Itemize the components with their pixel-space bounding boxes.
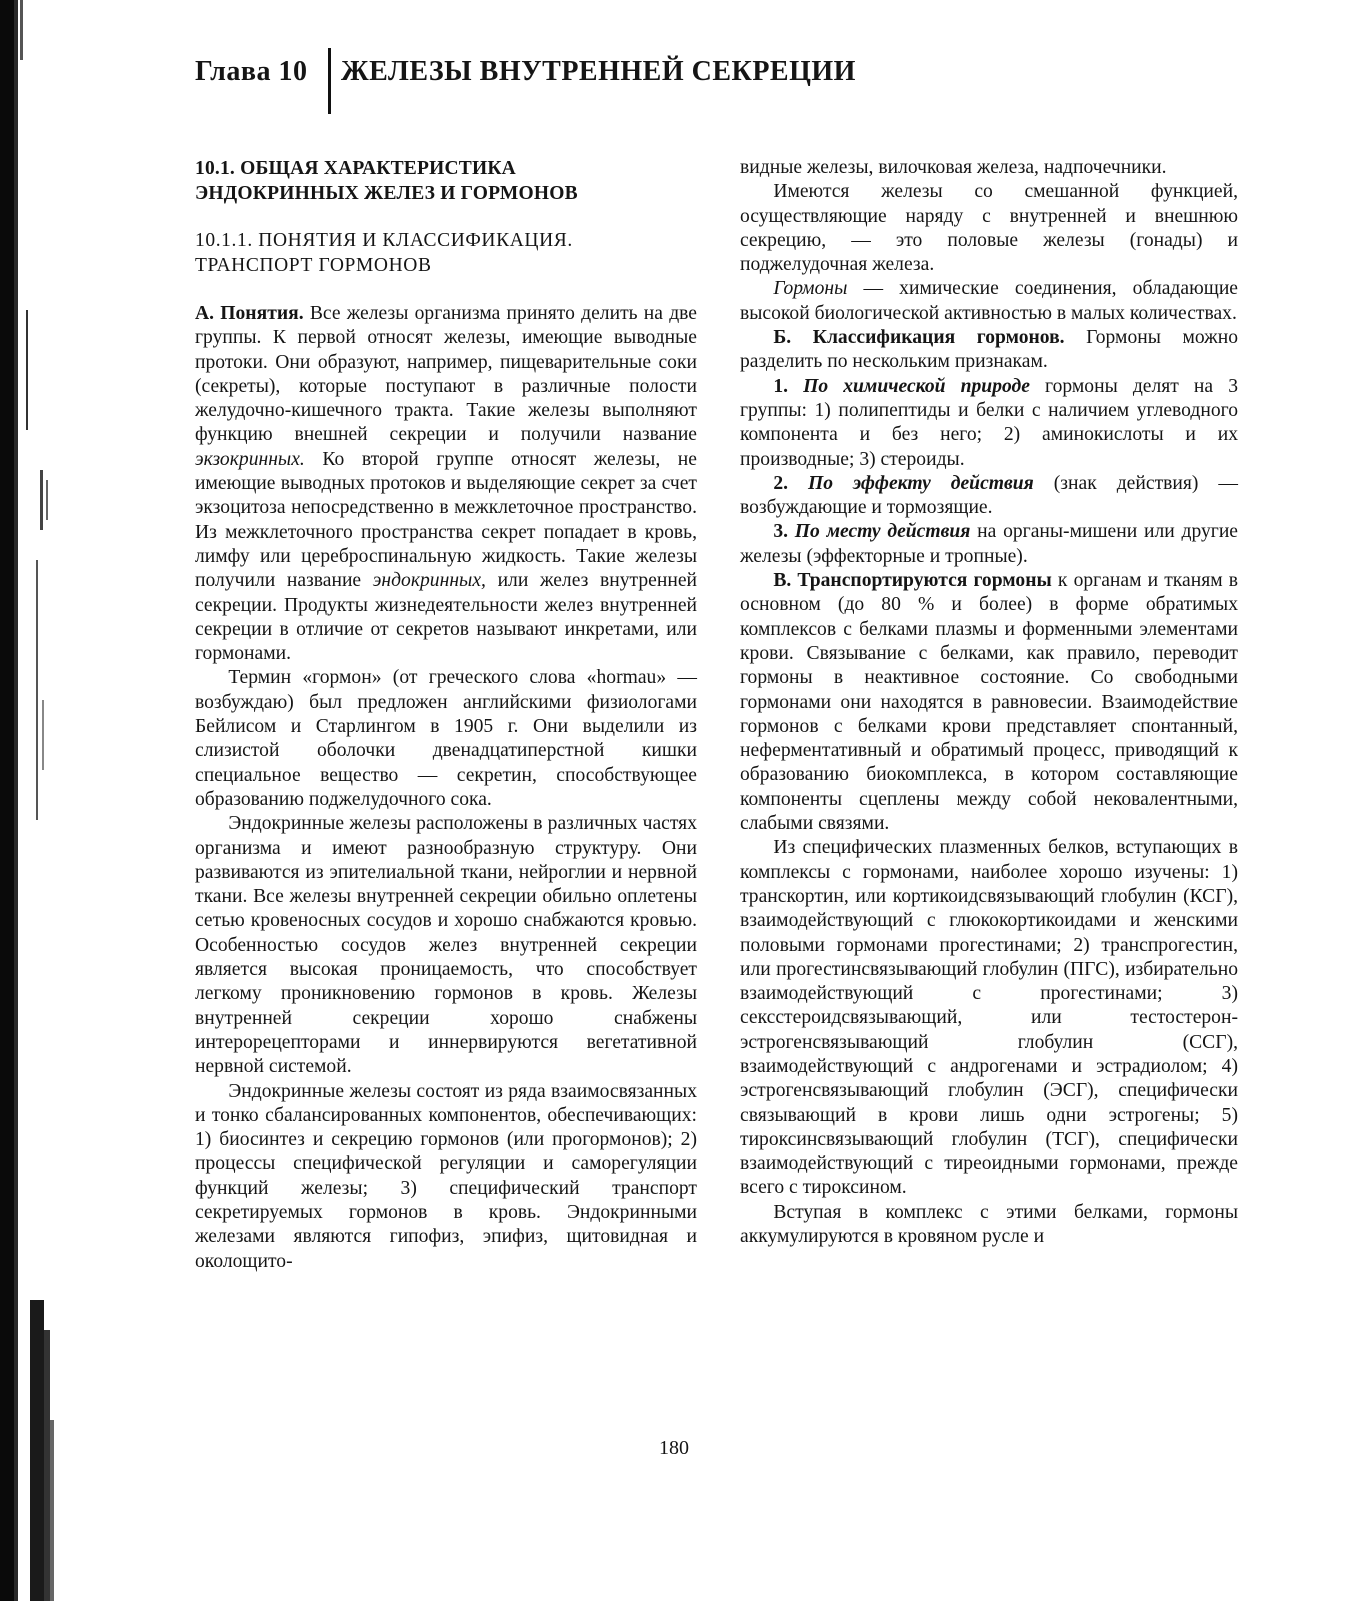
paragraph-gland-components: Эндокринные железы состоят из ряда взаимосвязанных и тонко сбалансированных компонентов, обеспечивающих: 1) биосинтез и секрецию гормонов (или прогормонов); 2) процессы специфической регуляции и саморегуляции функций железы; 3) специфический транспорт секретируемых гормонов в кровь. Эндокринными железами являются гипофиз, эпифиз, щитовидная и околощито-	[195, 1080, 697, 1272]
term-hormones: Гормоны	[773, 278, 848, 300]
paragraph-gland-structure: Эндокринные железы расположены в различных частях организма и имеют разнообразную структуру. Они развиваются из эпителиальной ткани, нейроглии и нервной ткани. Все железы внутренней секреции обильно оплетены сетью кровеносных сосудов и хорошо снабжаются кровью. Особенностью сосудов желез внутренней секреции является высокая проницаемость, что способствует легкому проникновению гормонов в кровь. Железы внутренней секреции хорошо снабжены интерорецепторами и иннервируются вегетативной нервной системой.	[195, 813, 697, 1078]
paragraph-hormones-definition	[740, 277, 1238, 326]
paragraph-text: (знак действия) — возбуждающие и тормозящие.	[740, 472, 1238, 519]
paragraph-action-site	[740, 520, 1238, 569]
chapter-number: Глава 10	[195, 56, 308, 87]
paragraph-text: к органам и тканям в основном (до 80 % и более) в форме обратимых комплексов с белками плазмы и форменными элементами крови. Связывание с белками, как правило, переводит гормоны в неактивное состояние. Со свободными гормонами они находятся в равновесии. Взаимодействие гормонов с белками крови представляет спонтанный, неферментативный и обратимый процесс, приводящий к образованию биокомплекса, в котором составляющие компоненты сцеплены между собой нековалентными, слабыми связями.	[740, 570, 1238, 835]
term-endocrine: эндокринных,	[372, 570, 486, 592]
paragraph-text: Гормоны можно разделить по нескольким признакам.	[740, 327, 1238, 373]
paragraph-text: на органы-мишени или другие железы (эффекторные и тропные).	[740, 521, 1239, 567]
paragraph-text: Ко второй группе относят железы, не имеющие выводных протоков и выделяющие секрет за счет экзоцитоза непосредственно в межклеточное пространство. Из межклеточного пространства секрет попадает в кровь, лимфу или цереброспинальную жидкость. Такие железы получили название	[195, 448, 697, 592]
paragraph-action-effect	[740, 472, 1238, 521]
subsection-title-line-1: 10.1.1. ПОНЯТИЯ И КЛАССИФИКАЦИЯ.	[195, 230, 573, 251]
paragraph-text: — химические соединения, обладающие высокой биологической активностью в малых количествах.	[740, 278, 1238, 324]
paragraph-transport	[740, 569, 1238, 836]
page-number: 180	[659, 1437, 689, 1459]
list-number: 3.	[773, 521, 795, 543]
left-column	[195, 156, 697, 1274]
paragraph-chemical-nature	[740, 375, 1238, 472]
chapter-title: ЖЕЛЕЗЫ ВНУТРЕННЕЙ СЕКРЕЦИИ	[341, 56, 856, 87]
subsection-title-line-2: ТРАНСПОРТ ГОРМОНОВ	[195, 255, 432, 276]
header-divider	[328, 48, 331, 114]
term-action-site: По месту действия	[794, 521, 971, 543]
paragraph-lead: В. Транспортируются гормоны	[773, 570, 1052, 592]
term-exocrine: экзокринных.	[195, 448, 305, 470]
paragraph-classification	[740, 326, 1238, 375]
term-action-effect: По эффекту действия	[808, 472, 1034, 494]
term-chemical-nature: По химической природе	[803, 375, 1030, 397]
subsection-title	[195, 228, 697, 278]
chapter-header	[195, 48, 1255, 114]
paragraph-text: или желез внутренней секреции. Продукты жизнедеятельности желез внутренней секреции в отличие от секретов называют инкретами, или гормонами.	[195, 570, 698, 665]
paragraph-hormone-term: Термин «гормон» (от греческого слова «hormau» — возбуждаю) был предложен английскими физиологами Бейлисом и Старлингом в 1905 г. Они выделили из слизистой оболочки двенадцатиперстной кишки специальное вещество — секретин, способствующее образованию поджелудочного сока.	[195, 667, 697, 810]
paragraph-complex: Вступая в комплекс с этими белками, гормоны аккумулируются в кровяном русле и	[740, 1201, 1238, 1248]
list-number: 1.	[773, 375, 804, 397]
section-title-line-2: ЭНДОКРИННЫХ ЖЕЛЕЗ И ГОРМОНОВ	[195, 183, 578, 204]
scan-edge-artifact	[0, 0, 58, 1601]
paragraph-lead: А. Понятия.	[195, 303, 304, 324]
paragraph-text: гормоны делят на 3 группы: 1) полипептиды и белки с наличием углеводного компонента и без него; 2) аминокислоты и их производные; 3) стероиды.	[740, 375, 1238, 470]
paragraph-plasma-proteins: Из специфических плазменных белков, вступающих в комплексы с гормонами, наиболее хорошо изучены: 1) транскортин, или кортикоидсвязывающий глобулин (КСГ), взаимодействующий с глюкокортикоидами и женскими половыми гормонами прогестинами; 2) транспрогестин, или прогестинсвязывающий глобулин (ПГС), избирательно взаимодействующий с прогестинами; 3) сексстероидсвязывающий, или тестостерон-эстрогенсвязывающий глобулин (ССГ), взаимодействующий с андрогенами и эстрадиолом; 4) эстрогенсвязывающий глобулин (ЭСГ), специфически связывающий в крови лишь одни эстрогены; 5) тироксинсвязывающий глобулин (ТСГ), специфически взаимодействующий с тиреоидными гормонами, прежде всего с тироксином.	[740, 837, 1238, 1199]
paragraph-mixed-glands: Имеются железы со смешанной функцией, осуществляющие наряду с внутренней и внешнюю секрецию, — это половые железы (гонады) и поджелудочная железа.	[740, 181, 1238, 276]
paragraph-continuation: видные железы, вилочковая железа, надпочечники.	[740, 157, 1167, 178]
list-number: 2.	[773, 472, 808, 494]
section-title-line-1: 10.1. ОБЩАЯ ХАРАКТЕРИСТИКА	[195, 158, 516, 179]
paragraph-text: Все железы организма принято делить на две группы. К первой относят железы, имеющие выводные протоки. Они образуют, например, пищеварительные соки (секреты), которые поступают в различные полости желудочно-кишечного тракта. Такие железы выполняют функцию внешней секреции и получили название	[195, 303, 697, 446]
right-column	[740, 156, 1238, 1249]
paragraph-lead: Б. Классификация гормонов.	[773, 327, 1065, 349]
section-title	[195, 156, 697, 206]
paragraph-concepts	[195, 302, 697, 666]
